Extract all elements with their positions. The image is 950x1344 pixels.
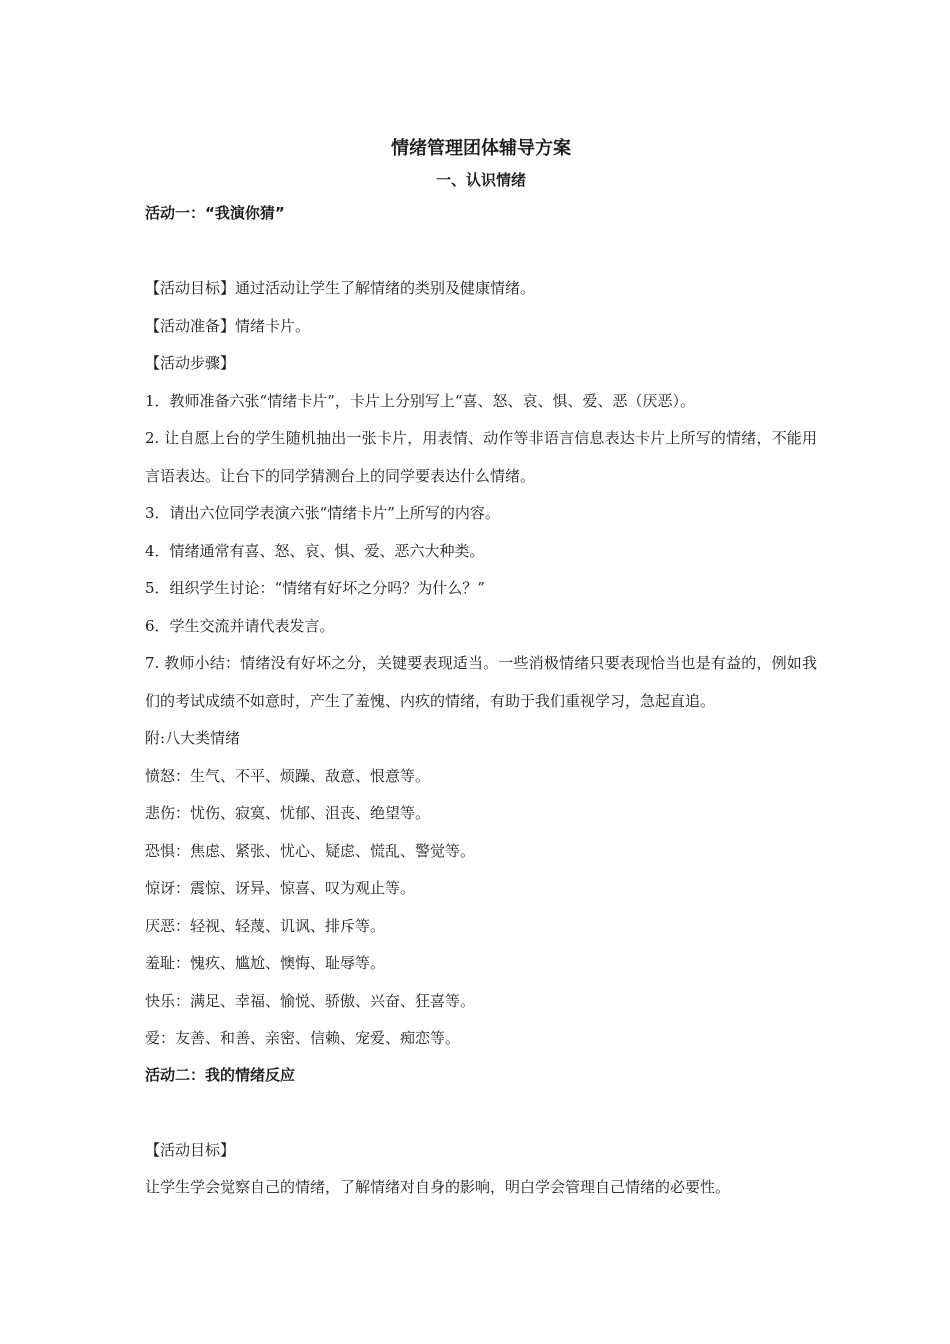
activity-2-goal-text: 让学生学会觉察自己的情绪，了解情绪对自身的影响，明白学会管理自己情绪的必要性。 — [145, 1178, 731, 1196]
emotion-surprise: 惊讶：震惊、讶异、惊喜、叹为观止等。 — [145, 879, 416, 897]
activity-1-heading: 活动一：“我演你猜” — [145, 204, 285, 222]
step-7: 7. 教师小结：情绪没有好坏之分，关键要表现适当。一些消极情绪只要表现恰当也是有益的，例如我们的考试成绩不如意时，产生了羞愧、内疚的情绪，有助于我们重视学习，急起直追。 — [145, 654, 817, 710]
spacer — [145, 230, 817, 270]
step-6: 6．学生交流并请代表发言。 — [145, 616, 335, 635]
activity-1-steps-label: 【活动步骤】 — [145, 354, 236, 372]
activity-2-goal-label: 【活动目标】 — [145, 1140, 236, 1159]
step-5: 5．组织学生讨论：“情绪有好坏之分吗？为什么？” — [145, 579, 485, 597]
step-4: 4．情绪通常有喜、怒、哀、惧、爱、恶六大种类。 — [145, 541, 485, 560]
emotion-anger: 愤怒：生气、不平、烦躁、敌意、恨意等。 — [145, 766, 431, 785]
emotion-fear: 恐惧：焦虑、紧张、忧心、疑虑、慌乱、警觉等。 — [145, 841, 476, 860]
appendix-label: 附:八大类情绪 — [145, 729, 241, 747]
activity-1-prep: 【活动准备】情绪卡片。 — [145, 316, 311, 335]
emotion-love: 爱：友善、和善、亲密、信赖、宠爱、痴恋等。 — [145, 1029, 461, 1047]
document-title: 情绪管理团体辅导方案 — [391, 138, 571, 159]
step-2: 2. 让自愿上台的学生随机抽出一张卡片，用表情、动作等非语言信息表达卡片上所写的情绪，不能用言语表达。让台下的同学猜测台上的同学要表达什么情绪。 — [145, 429, 817, 485]
activity-2-heading: 活动二：我的情绪反应 — [145, 1065, 296, 1084]
emotion-disgust: 厌恶：轻视、轻蔑、讥讽、排斥等。 — [145, 916, 386, 935]
emotion-sadness: 悲伤：忧伤、寂寞、忧郁、沮丧、绝望等。 — [145, 804, 431, 822]
activity-1-goal: 【活动目标】通过活动让学生了解情绪的类别及健康情绪。 — [145, 279, 536, 297]
document-body — [145, 132, 817, 1207]
emotion-shame: 羞耻：愧疚、尴尬、懊悔、耻辱等。 — [145, 954, 386, 972]
step-1: 1．教师准备六张“情绪卡片”，卡片上分别写上“喜、怒、哀、惧、爱、恶（厌恶）。 — [145, 391, 696, 410]
section-heading-1: 一、认识情绪 — [435, 171, 526, 189]
emotion-joy: 快乐：满足、幸福、愉悦、骄傲、兴奋、狂喜等。 — [145, 991, 476, 1010]
step-3: 3．请出六位同学表演六张“情绪卡片”上所写的内容。 — [145, 504, 500, 522]
spacer — [145, 1092, 817, 1132]
